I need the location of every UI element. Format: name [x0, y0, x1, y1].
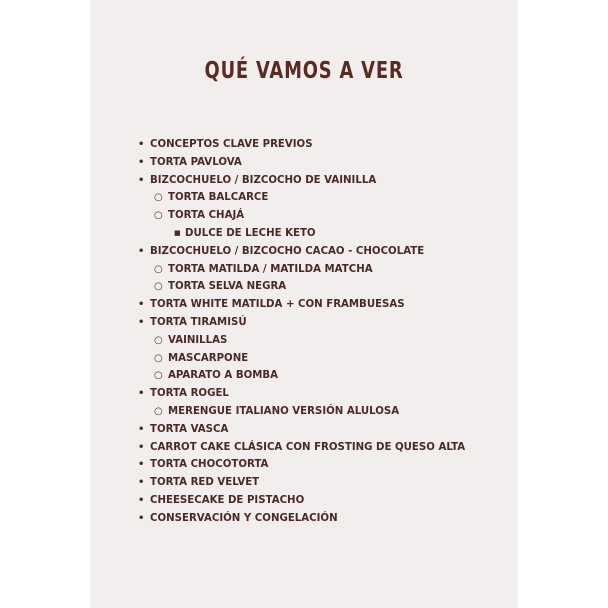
list-item-label: MASCARPONE [168, 352, 249, 364]
list-item [137, 154, 465, 172]
bullet-icon: • [138, 299, 145, 311]
list-item-label: TORTA ROGEL [150, 388, 229, 400]
list-item-label: TORTA RED VELVET [150, 477, 260, 489]
circle-bullet-icon: ○ [154, 352, 163, 364]
list-item [137, 172, 465, 190]
list-item-label: TORTA BALCARCE [168, 192, 269, 204]
list-item-label: TORTA WHITE MATILDA + CON FRAMBUESAS [150, 299, 405, 311]
list-item [137, 332, 465, 350]
list-item [137, 439, 465, 457]
list-item [137, 189, 465, 207]
list-item [137, 314, 465, 332]
bullet-icon: • [138, 156, 145, 168]
bullet-icon: • [138, 441, 145, 453]
list-item-label: CONCEPTOS CLAVE PREVIOS [150, 139, 313, 150]
list-item [137, 278, 465, 296]
list-item-label: TORTA MATILDA / MATILDA MATCHA [168, 263, 373, 275]
list-item [137, 296, 465, 314]
list-item [137, 350, 465, 368]
list-item-label: APARATO A BOMBA [168, 370, 279, 382]
circle-bullet-icon: ○ [154, 210, 163, 222]
circle-bullet-icon: ○ [154, 192, 163, 204]
list-item-label: MERENGUE ITALIANO VERSIÓN ALULOSA [168, 405, 400, 417]
list-item-label: TORTA CHOCOTORTA [150, 459, 269, 471]
list-item-label: VAINILLAS [168, 334, 228, 346]
circle-bullet-icon: ○ [154, 281, 163, 293]
bullet-icon: • [138, 316, 145, 328]
circle-bullet-icon: ○ [154, 405, 163, 417]
list-item [137, 492, 465, 510]
bullet-icon: • [138, 512, 145, 524]
bullet-icon: • [138, 459, 145, 471]
list-item [137, 403, 465, 421]
bullet-icon: • [138, 245, 145, 257]
list-item [137, 367, 465, 385]
list-item [137, 261, 465, 279]
square-bullet-icon: ■ [174, 228, 181, 237]
list-item-label: CHEESECAKE DE PISTACHO [150, 494, 305, 506]
list-item-label: DULCE DE LECHE KETO [185, 227, 316, 239]
bullet-icon: • [138, 494, 145, 506]
circle-bullet-icon: ○ [154, 334, 163, 346]
list-item-label: BIZCOCHUELO / BIZCOCHO CACAO - CHOCOLATE [150, 245, 425, 257]
bullet-icon: • [138, 477, 145, 489]
list-item [137, 474, 465, 492]
list-item [137, 136, 465, 154]
contents-list [137, 136, 465, 528]
list-item-label: BIZCOCHUELO / BIZCOCHO DE VAINILLA [150, 174, 377, 186]
list-item-label: TORTA VASCA [150, 423, 229, 435]
list-item-label: TORTA PAVLOVA [150, 156, 242, 168]
page-title: QUÉ VAMOS A VER [204, 58, 404, 84]
list-item-label: TORTA TIRAMISÚ [150, 316, 247, 328]
list-item [137, 243, 465, 261]
circle-bullet-icon: ○ [154, 263, 163, 275]
list-item-label: CONSERVACIÓN Y CONGELACIÓN [150, 512, 338, 524]
bullet-icon: • [138, 139, 145, 150]
bullet-icon: • [138, 388, 145, 400]
list-item-label: TORTA CHAJÁ [168, 210, 245, 222]
list-item-label: CARROT CAKE CLÁSICA CON FROSTING DE QUESO ALTA [150, 441, 466, 453]
list-item [137, 421, 465, 439]
list-item-label: TORTA SELVA NEGRA [168, 281, 287, 293]
list-item [137, 385, 465, 403]
list-item [137, 225, 465, 243]
list-item [137, 456, 465, 474]
bullet-icon: • [138, 423, 145, 435]
list-item [137, 510, 465, 528]
list-item [137, 207, 465, 225]
bullet-icon: • [138, 174, 145, 186]
document-page [90, 0, 518, 608]
circle-bullet-icon: ○ [154, 370, 163, 382]
